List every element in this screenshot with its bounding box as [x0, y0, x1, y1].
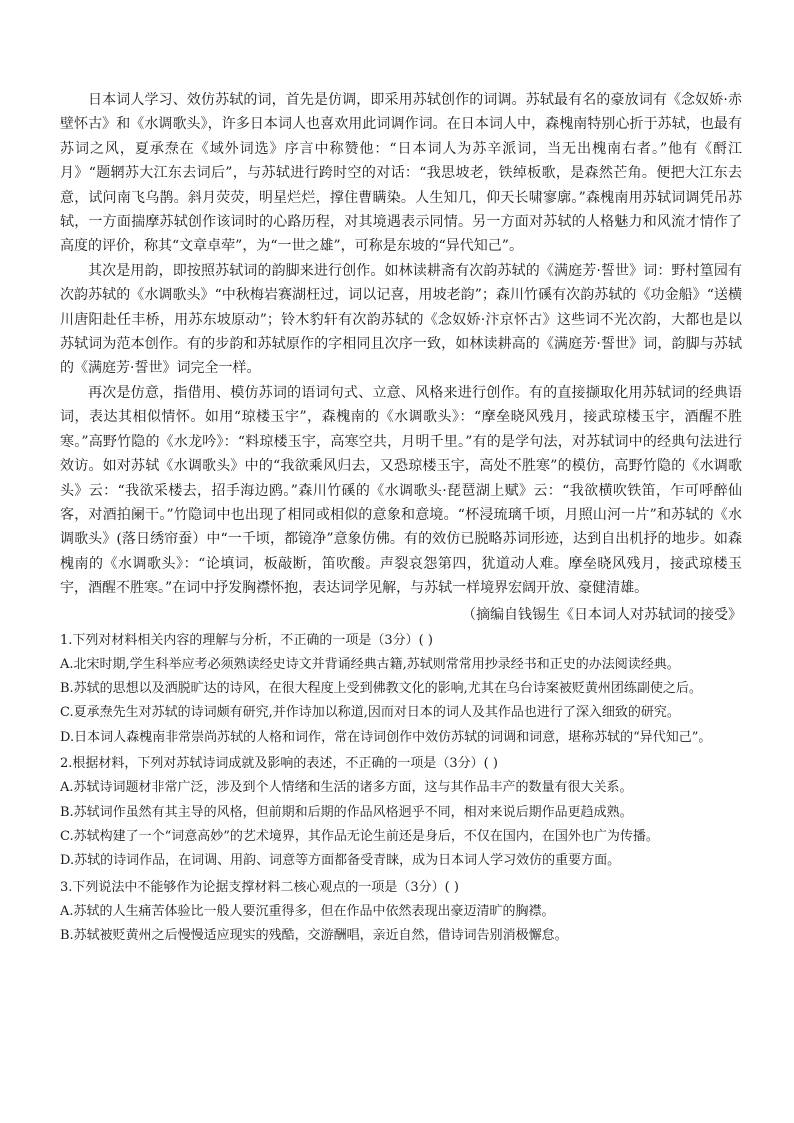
paragraph-meaning-imitation: 再次是仿意，指借用、模仿苏词的语词句式、立意、风格来进行创作。有的直接撷取化用苏轼词的经典语词，表达其相似情怀。如用“琼楼玉宇”，森槐南的《水调歌头》：“摩垒晓风残月，接武琼楼玉宇，酒醒不胜寒。”高野竹隐的《水龙吟》：“料琼楼玉宇，高寒空共，月明千里。”有的是学句法，对苏轼词中的经典句法进行效访。如对苏轼《水调歌头》中的“我欲乘风归去，又恐琼楼玉宇，高处不胜寒”的模仿，高野竹隐的《水调歌头》云：“我欲采楼去，招手海边鸥。”森川竹磎的《水调歌头·琵琶湖上赋》云：“我欲横吹铁笛，乍可呼醉仙客，对酒拍阑干。”竹隐词中也出现了相同或相似的意象和意境。“杯浸琉璃千顷，月照山河一片”和苏轼的《水调歌头》(落日绣帘蚕）中“一千顷，都镜净”意象仿佛。有的效仿已脱略苏词形迹，达到自出机抒的地步。如森槐南的《水调歌头》：“论填词，板敲断，笛吹酸。声裂哀怨第四，犹道动人难。摩垒晓风残月，接武琼楼玉宇，酒醒不胜寒。”在词中抒发胸襟怀抱，表达词学见解，与苏轼一样境界宏阔开放、豪健清雄。 — [60, 384, 742, 597]
option-d: D.苏轼的诗词作品，在词调、用韵、词意等方面都备受青睐，成为日本词人学习效仿的重要方面。 — [60, 853, 621, 869]
option-c: C.夏承焘先生对苏轼的诗词颇有研究,并作诗加以称道,因而对日本的词人及其作品也进行了深入细致的研究。 — [60, 705, 680, 721]
option-b: B.苏轼词作虽然有其主导的风格，但前期和后期的作品风格迥乎不同，相对来说后期作品更趋成熟。 — [60, 804, 633, 820]
question-stem: 2.根据材料，下列对苏轼诗词成就及影响的表述，不正确的一项是（3分）( ) — [60, 756, 498, 772]
option-d: D.日本词人森槐南非常崇尚苏轼的人格和词作，常在诗词创作中效仿苏轼的词调和词意，堪称苏轼的“异代知己”。 — [60, 729, 712, 745]
question-1 — [60, 629, 742, 750]
option-a: A.苏轼的人生痛苦体验比一般人要沉重得多，但在作品中依然表现出豪迈清旷的胸襟。 — [60, 903, 555, 919]
question-2 — [60, 752, 742, 873]
document-page — [60, 88, 742, 948]
option-a: A.苏轼诗词题材非常广泛，涉及到个人情绪和生活的诸多方面，这与其作品丰产的数量有很大关系。 — [60, 780, 633, 796]
option-b: B.苏轼被贬黄州之后慢慢适应现实的残酷，交游酬唱，亲近自然，借诗词告别消极懈怠。 — [60, 928, 568, 944]
paragraph-tune-imitation: 日本词人学习、效仿苏轼的词，首先是仿调，即采用苏轼创作的词调。苏轼最有名的豪放词有《念奴娇·赤壁怀古》和《水调歌头》，许多日本词人也喜欢用此词调作词。在日本词人中，森槐南特别心折于苏轼，也最有苏词之风，夏承焘在《域外词选》序言中称赞他：“日本词人为苏辛派词，当无出槐南右者。”他有《酹江月》“题辋苏大江东去词后”，与苏轼进行跨时空的对话：“我思坡老，铁绰板歌，是森然芒角。便把大江东去意，试问南飞乌鹊。斜月荧荧，明星烂烂，撑住曹瞒染。人生知几，仰天长啸寥廓。”森槐南用苏轼词调凭吊苏轼，一方面揣摩苏轼创作该词时的心路历程，对其境遇表示同情。另一方面对苏轼的人格魅力和风流才情作了高度的评价，称其“文章卓荦”，为“一世之雄”，可称是东坡的“异代知己”。 — [60, 92, 742, 255]
option-a: A.北宋时期,学生科举应考必须熟读经史诗文并背诵经典古籍,苏轼则常常用抄录经书和正史的办法阅读经典。 — [60, 656, 680, 672]
question-3 — [60, 876, 742, 949]
option-c: C.苏轼构建了一个“词意高妙”的艺术境界，其作品无论生前还是身后，不仅在国内，在国外也广为传播。 — [60, 828, 659, 844]
question-stem: 3.下列说法中不能够作为论据支撑材料二核心观点的一项是（3分）( ) — [60, 879, 459, 895]
paragraph-rhyme: 其次是用韵，即按照苏轼词的韵脚来进行创作。如林读耕斋有次韵苏轼的《满庭芳·誓世》词：野村篁园有次韵苏轼的《水调歌头》“中秋梅岩赛湖枉过，词以记喜，用坡老韵”；森川竹磎有次韵苏轼的《功金船》“送横川唐阳赴任丰桥，用苏东坡原动”；铃木豹轩有次韵苏轼的《念奴娇·汴京怀古》这些词不光次韵，大都也是以苏轼词为范本创作。有的步韵和苏轼原作的字相同且次序一致，如林读耕高的《满庭芳·誓世》词，韵脚与苏轼的《满庭芳·誓世》词完全一样。 — [60, 262, 742, 377]
source-citation: （摘编自钱锡生《日本词人对苏轼词的接受》 — [462, 606, 742, 623]
passage — [60, 88, 742, 627]
question-stem: 1.下列对材料相关内容的理解与分析，不正确的一项是（3分）( ) — [60, 632, 433, 648]
option-b: B.苏轼的思想以及洒脱旷达的诗风，在很大程度上受到佛教文化的影响,尤其在乌台诗案被贬黄州团练副使之后。 — [60, 681, 702, 697]
